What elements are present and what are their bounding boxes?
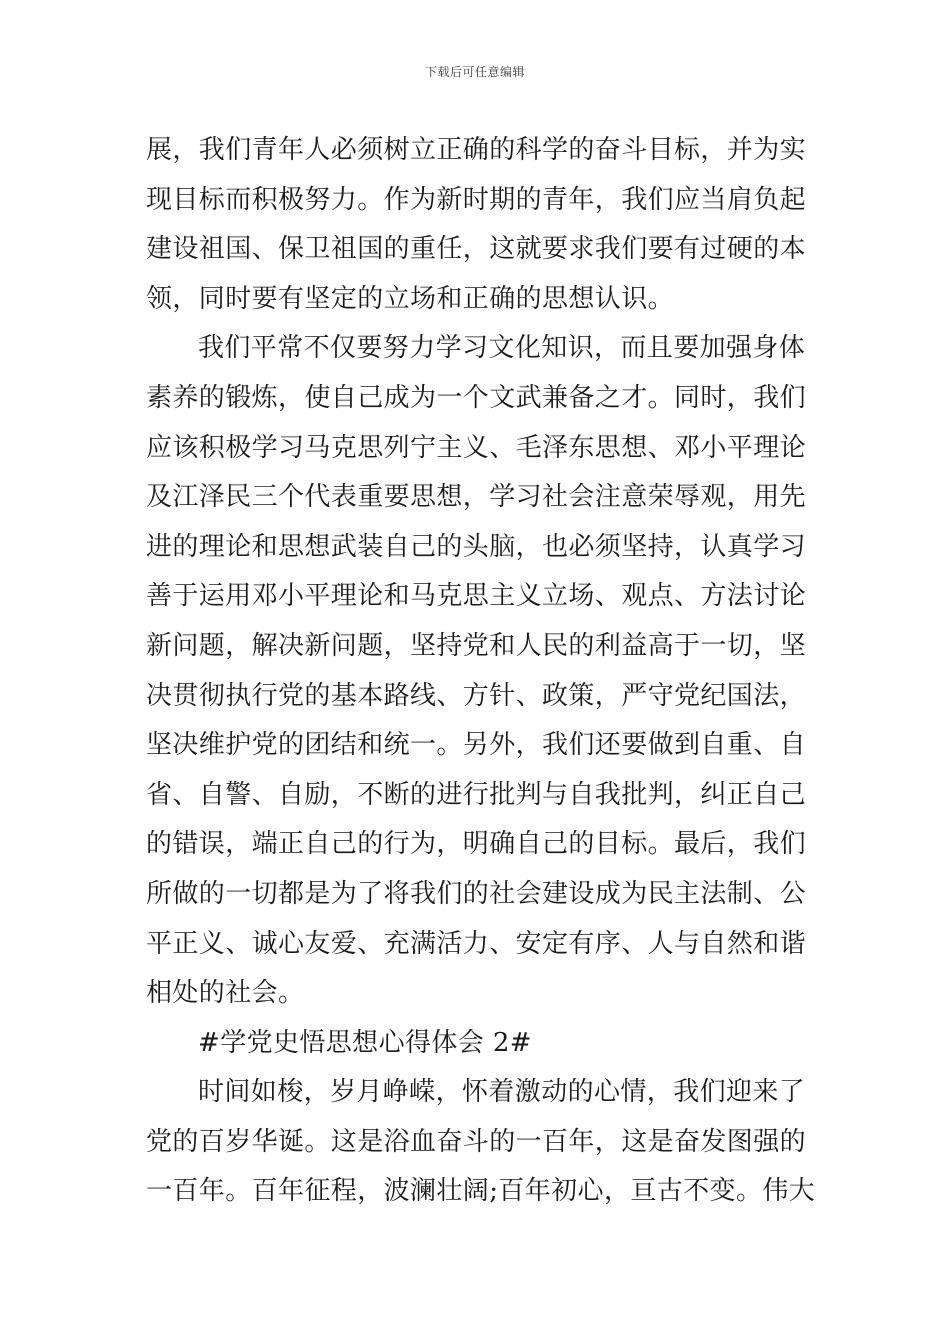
body-line: 的错误，端正自己的行为，明确自己的目标。最后，我们 [146, 829, 807, 860]
body-line: 领，同时要有坚定的立场和正确的思想认识。 [146, 283, 675, 314]
body-line: 及江泽民三个代表重要思想，学习社会注意荣辱观，用先 [146, 482, 807, 513]
body-line: 相处的社会。 [146, 978, 305, 1009]
body-line: 现目标而积极努力。作为新时期的青年，我们应当肩负起 [146, 184, 807, 215]
body-line: 进的理论和思想武装自己的头脑，也必须坚持，认真学习 [146, 531, 807, 562]
body-line: 展，我们青年人必须树立正确的科学的奋斗目标，并为实 [146, 135, 807, 165]
body-line: 善于运用邓小平理论和马克思主义立场、观点、方法讨论 [146, 581, 807, 612]
body-line: 所做的一切都是为了将我们的社会建设成为民主法制、公 [146, 878, 807, 909]
body-line: 建设祖国、保卫祖国的重任，这就要求我们要有过硬的本 [146, 234, 807, 265]
body-line: 新问题，解决新问题，坚持党和人民的利益高于一切，坚 [146, 630, 807, 661]
body-line: 坚决维护党的团结和统一。另外，我们还要做到自重、自 [146, 730, 807, 761]
document-body [146, 126, 816, 1217]
body-line: 决贯彻执行党的基本路线、方针、政策，严守党纪国法， [146, 680, 807, 711]
paragraph-start-line: 我们平常不仅要努力学习文化知识，而且要加强身体 [198, 333, 806, 364]
body-line: 党的百岁华诞。这是浴血奋斗的一百年，这是奋发图强的 [146, 1126, 807, 1157]
body-line: 一百年。百年征程，波澜壮阔;百年初心，亘古不变。伟大 [146, 1176, 816, 1207]
body-line: 平正义、诚心友爱、充满活力、安定有序、人与自然和谐 [146, 928, 807, 959]
page-header: 下载后可任意编辑 [424, 65, 525, 79]
body-line: 省、自警、自励，不断的进行批判与自我批判，纠正自己 [146, 779, 807, 810]
section-heading: #学党史悟思想心得体会 2# [198, 1027, 532, 1058]
paragraph-start-line: 时间如梭，岁月峥嵘，怀着激动的心情，我们迎来了 [198, 1077, 806, 1108]
body-line: 应该积极学习马克思列宁主义、毛泽东思想、邓小平理论 [146, 432, 807, 463]
body-line: 素养的锻炼，使自己成为一个文武兼备之才。同时，我们 [146, 382, 807, 413]
